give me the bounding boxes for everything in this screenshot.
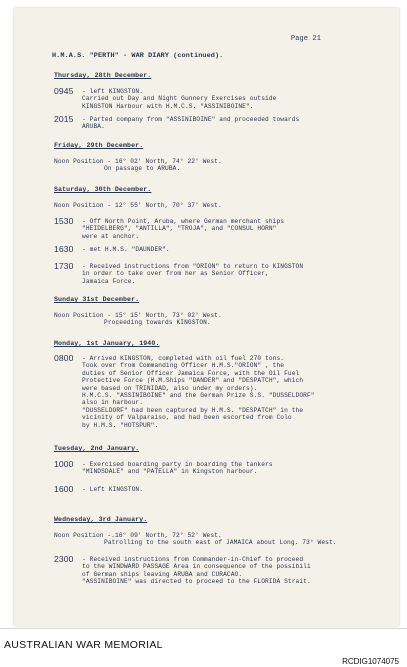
- entry-line: also in harbour.: [82, 399, 144, 407]
- section-heading-tuesday: Tuesday, 2nd January.: [54, 445, 140, 452]
- section-heading-friday: Friday, 29th December.: [54, 142, 144, 149]
- entry-line: - Left KINGSTON.: [82, 486, 144, 493]
- entry-line: were at anchor.: [82, 232, 140, 240]
- entry-line: to the WINDWARD PASSAGE Area in consequence of the possibili: [82, 563, 311, 571]
- entry-time: 2015: [54, 114, 74, 124]
- entry-line: H.M.C.S. "ASSINIBOINE" and the German Prize S.S. "DUSSELDORF": [82, 392, 315, 400]
- entry-text: [82, 116, 299, 131]
- entry-line: Noon Position -.16° 09' North, 72° 52' West.: [54, 532, 222, 539]
- section-heading-thursday: Thursday, 28th December.: [54, 72, 152, 79]
- entry-line: - Arrived KINGSTON, completed with oil fuel 270 tons.: [82, 355, 285, 362]
- entry-line: Patrolling to the south east of JAMAICA about Long. 73° West.: [104, 539, 337, 547]
- entry-line: - Exercised boarding party in boarding the tankers: [82, 461, 273, 468]
- entry-line: vicinity of Valparaiso, and had been escorted from Colo: [82, 414, 292, 422]
- entry-line: On passage to ARUBA.: [104, 165, 181, 173]
- entry-text: [54, 312, 222, 327]
- entry-text: [82, 246, 170, 253]
- document-title: H.M.A.S. "PERTH" - WAR DIARY (continued).: [52, 52, 224, 60]
- entry-line: - Parted company from "ASSINIBOINE" and proceeded towards: [82, 116, 300, 123]
- entry-text: [54, 158, 222, 173]
- entry-line: of German ships leaving ARUBA and CURACAO.: [82, 570, 243, 578]
- entry-text: [82, 263, 303, 285]
- entry-line: Took over from Commanding Officer H.M.S."ORION" , the: [82, 362, 285, 370]
- entry-line: Carried out Day and Night Gunnery Exercises outside: [82, 95, 277, 103]
- entry-time: 2300: [54, 554, 74, 564]
- entry-line: ARUBA.: [82, 123, 105, 131]
- entry-time: 1600: [54, 484, 74, 494]
- entry-line: - Off North Point, Aruba, where German merchant ships: [82, 218, 285, 225]
- entry-time: 1000: [54, 459, 74, 469]
- entry-line: Protective Force (H.M.Ships "DANDER" and "DESPATCH", which: [82, 377, 304, 385]
- entry-line: - Received instructions from Commander-in-Chief to proceed: [82, 556, 304, 563]
- entry-line: Proceeding towards KINGSTON.: [104, 319, 211, 327]
- section-heading-sunday: Sunday 31st December.: [54, 296, 140, 303]
- entry-line: Jamaica Force.: [82, 277, 136, 285]
- entry-text: [82, 355, 315, 429]
- entry-text: [54, 532, 337, 547]
- section-heading-wednesday: Wednesday, 3rd January.: [54, 516, 148, 523]
- record-reference: RCDIG1074075: [342, 657, 399, 666]
- entry-line: "DUSSELDORF" had been captured by H.M.S. "DESPATCH" in the: [82, 406, 304, 414]
- diary-page: [14, 8, 399, 626]
- page-number: Page 21: [290, 35, 321, 43]
- entry-line: "HEIDELBERG", "ANTILLA", "TROJA", and "CONSUL HORN": [82, 225, 277, 233]
- institution-name: AUSTRALIAN WAR MEMORIAL: [4, 639, 163, 651]
- entry-text: [82, 486, 143, 493]
- entry-text: [54, 202, 222, 209]
- entry-line: Noon Position - 12° 55' North, 70° 37' West.: [54, 202, 222, 209]
- entry-time: 1530: [54, 216, 74, 226]
- entry-text: [82, 556, 311, 586]
- entry-line: in order to take over from her as Senior Officer,: [82, 270, 269, 278]
- entry-line: Noon Position - 15° 15' North, 73° 02' West.: [54, 312, 222, 319]
- entry-time: 0945: [54, 86, 74, 96]
- section-heading-monday: Monday, 1st January, 1940.: [54, 340, 160, 347]
- entry-time: 1730: [54, 261, 74, 271]
- entry-line: "ASSINIBOINE" was directed to proceed to the FLORIDA Strait.: [82, 578, 311, 586]
- entry-line: duties of Senior Officer Jamaica Force, with the Oil Fuel: [82, 369, 300, 377]
- entry-line: by H.M.S. "HOTSPUR".: [82, 421, 159, 429]
- entry-time: 1630: [54, 244, 74, 254]
- section-heading-saturday: Saturday, 30th December.: [54, 186, 152, 193]
- entry-line: were based on TRINIDAD, also under my orders).: [82, 384, 258, 392]
- entry-line: Noon Position - 16° 02' North, 74° 22' West.: [54, 158, 222, 165]
- entry-line: - met H.M.S. "DAUNDER".: [82, 246, 170, 253]
- entry-text: [82, 218, 284, 240]
- entry-text: [82, 88, 276, 110]
- entry-line: - left KINGSTON.: [82, 88, 144, 95]
- entry-time: 0800: [54, 353, 74, 363]
- entry-line: KINGSTON Harbour with H.M.C.S. "ASSINIBOINE".: [82, 102, 254, 110]
- entry-line: - Received instructions from "ORION" to return to KINGSTON: [82, 263, 304, 270]
- archive-footer: [0, 628, 407, 667]
- entry-line: "MINDSDALE" and "PATELLA" in Kingston harbour.: [82, 468, 258, 476]
- entry-text: [82, 461, 273, 476]
